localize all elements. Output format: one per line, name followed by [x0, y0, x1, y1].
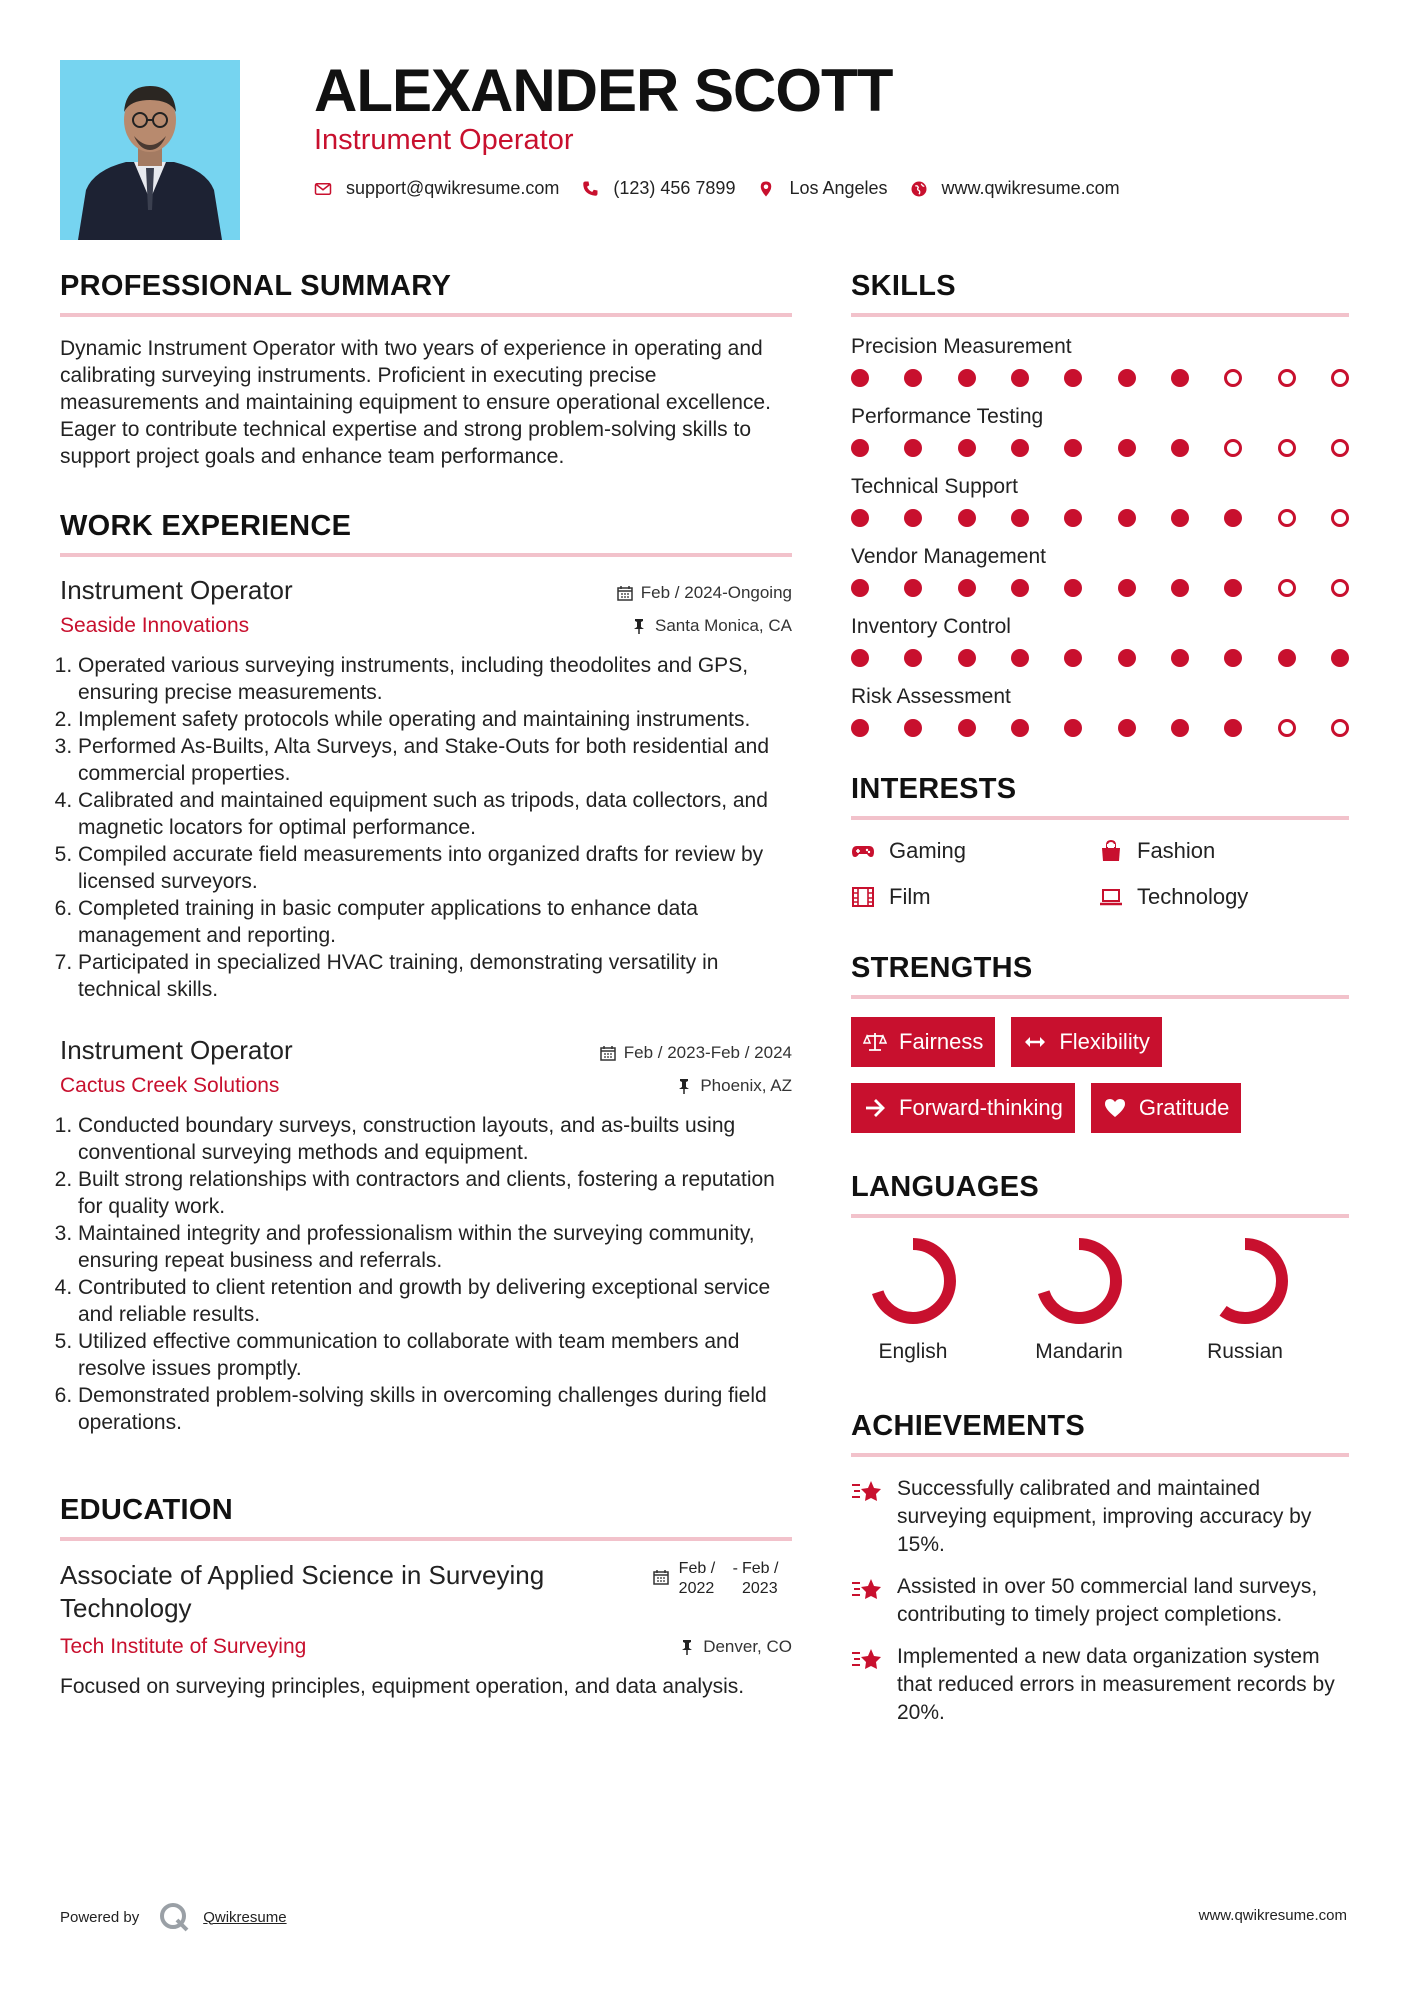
contact-bar [314, 178, 1142, 199]
section-title-summary: PROFESSIONAL SUMMARY [60, 270, 792, 317]
rating-dot-empty [1224, 369, 1242, 387]
interest-item [1099, 884, 1349, 910]
rating-dot-filled [1011, 439, 1029, 457]
left-column [60, 270, 792, 1700]
interest-label: Technology [1137, 884, 1249, 909]
section-title-achievements: ACHIEVEMENTS [851, 1410, 1349, 1457]
rating-dot-filled [1224, 649, 1242, 667]
language-gauge [1034, 1236, 1124, 1326]
rating-dot-filled [1064, 649, 1082, 667]
education-description: Focused on surveying principles, equipment operation, and data analysis. [60, 1675, 745, 1698]
language-name: English [878, 1340, 948, 1363]
rating-dot-filled [958, 509, 976, 527]
footer-powered-by [60, 1900, 287, 1934]
skill-item [851, 475, 1349, 527]
bullet-item: 7. Participated in specialized HVAC training, demonstrating versatility in technical skills. [78, 949, 792, 1003]
section-title-strengths: STRENGTHS [851, 952, 1349, 999]
calendar-icon [600, 1045, 616, 1061]
bullet-item: 3. Performed As-Builts, Alta Surveys, and Stake-Outs for both residential and commercial properties. [78, 733, 792, 787]
date-separator: - [732, 1560, 738, 1577]
interest-item [851, 838, 1099, 864]
achievements-list [851, 1475, 1349, 1727]
rating-dot-filled [1011, 719, 1029, 737]
rating-dot-filled [1011, 509, 1029, 527]
rating-dot-filled [1118, 509, 1136, 527]
education-entry [60, 1559, 792, 1625]
strength-label: Flexibility [1059, 1029, 1150, 1054]
phone-text: (123) 456 7899 [613, 178, 736, 198]
calendar-icon [617, 585, 633, 601]
rating-dot-filled [851, 719, 869, 737]
education-location: Denver, CO [703, 1637, 792, 1656]
pushpin-icon [676, 1078, 692, 1094]
bullet-item: 1. Operated various surveying instruments, including theodolites and GPS, ensuring precise measurements. [78, 652, 792, 706]
strength-badge [851, 1017, 995, 1067]
rating-dot-filled [904, 579, 922, 597]
gamepad-icon [851, 839, 875, 863]
phone-icon [581, 180, 599, 198]
powered-by-label: Powered by [60, 1908, 140, 1926]
job-entry [60, 575, 792, 1003]
rating-dot-filled [1118, 439, 1136, 457]
achievement-text: Implemented a new data organization system that reduced errors in measurement records by 20%. [897, 1645, 1335, 1724]
rating-dot-filled [851, 579, 869, 597]
rating-dot-filled [958, 719, 976, 737]
language-gauge [868, 1236, 958, 1326]
pushpin-icon [679, 1639, 695, 1655]
rating-dot-filled [851, 369, 869, 387]
scale-icon [863, 1030, 887, 1054]
rating-dot-empty [1331, 719, 1349, 737]
shopping-bag-icon [1099, 839, 1123, 863]
rating-dot-filled [851, 439, 869, 457]
interests-list [851, 838, 1349, 910]
candidate-name: ALEXANDER SCOTT [314, 57, 893, 124]
rating-dot-empty [1278, 719, 1296, 737]
contact-website[interactable] [910, 178, 1120, 199]
summary-text: Dynamic Instrument Operator with two years of experience in operating and calibrating surveying instruments. Proficient in executing precise measurements and maintaining equipment to ensure operational excellence. Eager to contribute technical expertise and strong problem-solving skills to support project goals and enhance team performance. [60, 337, 771, 468]
rating-dot-empty [1331, 439, 1349, 457]
rating-dot-filled [1011, 369, 1029, 387]
job-entry [60, 1035, 792, 1436]
rating-dot-empty [1331, 579, 1349, 597]
rating-dot-filled [1118, 579, 1136, 597]
bullet-item: 5. Utilized effective communication to collaborate with team members and resolve issues promptly. [78, 1328, 792, 1382]
contact-phone[interactable] [581, 178, 735, 199]
interest-label: Film [889, 884, 931, 909]
rating-dot-filled [851, 649, 869, 667]
skill-name: Precision Measurement [851, 335, 1072, 358]
profile-photo [60, 60, 240, 240]
rating-dot-filled [904, 719, 922, 737]
skill-rating [851, 579, 1349, 597]
rating-dot-filled [958, 439, 976, 457]
skill-item [851, 405, 1349, 457]
skill-item [851, 335, 1349, 387]
interest-item [1099, 838, 1349, 864]
rating-dot-filled [1171, 719, 1189, 737]
bullet-item: 1. Conducted boundary surveys, construction layouts, and as-builts using conventional surveying methods and equipment. [78, 1112, 792, 1166]
rating-dot-filled [1118, 719, 1136, 737]
strength-label: Forward-thinking [899, 1095, 1063, 1120]
rating-dot-filled [958, 579, 976, 597]
strength-badge [1091, 1083, 1242, 1133]
language-name: Mandarin [1035, 1340, 1123, 1363]
skill-rating [851, 509, 1349, 527]
contact-location [757, 178, 887, 199]
website-text: www.qwikresume.com [941, 178, 1120, 198]
job-dates: Feb / 2024-Ongoing [640, 583, 792, 602]
section-title-education: EDUCATION [60, 1494, 792, 1541]
rating-dot-filled [1171, 579, 1189, 597]
languages-list [851, 1236, 1349, 1364]
rating-dot-filled [1118, 649, 1136, 667]
rating-dot-filled [1171, 369, 1189, 387]
skill-item [851, 545, 1349, 597]
school-name: Tech Institute of Surveying [60, 1635, 307, 1658]
arrow-right-icon [863, 1096, 887, 1120]
rating-dot-filled [904, 439, 922, 457]
company-name: Cactus Creek Solutions [60, 1074, 280, 1097]
bullet-item: 5. Compiled accurate field measurements into organized drafts for review by licensed surveyors. [78, 841, 792, 895]
heart-icon [1103, 1096, 1127, 1120]
job-bullets [60, 652, 792, 1003]
globe-icon [910, 180, 928, 198]
language-item [857, 1236, 969, 1364]
calendar-icon [653, 1569, 669, 1585]
location-text: Los Angeles [789, 178, 888, 198]
rating-dot-filled [1118, 369, 1136, 387]
section-title-languages: LANGUAGES [851, 1171, 1349, 1218]
candidate-title: Instrument Operator [314, 124, 574, 156]
rating-dot-filled [1011, 579, 1029, 597]
bullet-item: 2. Built strong relationships with contractors and clients, fostering a reputation for quality work. [78, 1166, 792, 1220]
bullet-item: 2. Implement safety protocols while operating and maintaining instruments. [78, 706, 792, 733]
skills-list [851, 335, 1349, 737]
interest-label: Gaming [889, 838, 967, 863]
skill-name: Risk Assessment [851, 685, 1011, 708]
rating-dot-filled [1171, 509, 1189, 527]
achievement-text: Successfully calibrated and maintained surveying equipment, improving accuracy by 15%. [897, 1477, 1312, 1556]
education-end: Feb / 2023 [742, 1560, 779, 1597]
shooting-star-icon [851, 1645, 885, 1675]
rating-dot-filled [958, 649, 976, 667]
rating-dot-filled [1064, 439, 1082, 457]
rating-dot-filled [904, 649, 922, 667]
job-bullets [60, 1112, 792, 1436]
bullet-item: 4. Contributed to client retention and growth by delivering exceptional service and reliable results. [78, 1274, 792, 1328]
language-name: Russian [1207, 1340, 1283, 1363]
qwikresume-logo-icon [157, 1900, 191, 1934]
arrows-horizontal-icon [1023, 1030, 1047, 1054]
bullet-item: 6. Completed training in basic computer applications to enhance data management and reporting. [78, 895, 792, 949]
education-start: Feb / 2022 [678, 1560, 716, 1597]
section-title-work: WORK EXPERIENCE [60, 510, 792, 557]
rating-dot-filled [1064, 369, 1082, 387]
interest-label: Fashion [1137, 838, 1216, 863]
pushpin-icon [631, 618, 647, 634]
job-location: Santa Monica, CA [654, 616, 792, 635]
rating-dot-filled [904, 509, 922, 527]
envelope-icon [314, 180, 332, 198]
bullet-item: 3. Maintained integrity and professionalism within the surveying community, ensuring repeat business and referrals. [78, 1220, 792, 1274]
skill-name: Performance Testing [851, 405, 1044, 428]
shooting-star-icon [851, 1477, 885, 1507]
rating-dot-filled [958, 369, 976, 387]
footer-website[interactable]: www.qwikresume.com [1198, 1907, 1347, 1924]
achievement-item [851, 1643, 1349, 1727]
degree-title: Associate of Applied Science in Surveying Technology [60, 1560, 545, 1623]
skill-rating [851, 439, 1349, 457]
strength-badge [851, 1083, 1075, 1133]
job-location: Phoenix, AZ [700, 1076, 792, 1095]
interest-item [851, 884, 1099, 910]
rating-dot-filled [1224, 579, 1242, 597]
right-column [851, 270, 1349, 1741]
rating-dot-filled [1224, 509, 1242, 527]
language-item [1189, 1236, 1301, 1364]
rating-dot-filled [1064, 509, 1082, 527]
shooting-star-icon [851, 1575, 885, 1605]
rating-dot-filled [904, 369, 922, 387]
rating-dot-empty [1278, 439, 1296, 457]
laptop-icon [1099, 885, 1123, 909]
rating-dot-filled [851, 509, 869, 527]
skill-rating [851, 649, 1349, 667]
film-icon [851, 885, 875, 909]
language-gauge [1200, 1236, 1290, 1326]
skill-name: Technical Support [851, 475, 1018, 498]
rating-dot-filled [1011, 649, 1029, 667]
rating-dot-filled [1278, 649, 1296, 667]
company-name: Seaside Innovations [60, 614, 250, 637]
section-title-skills: SKILLS [851, 270, 1349, 317]
rating-dot-filled [1171, 439, 1189, 457]
bullet-item: 6. Demonstrated problem-solving skills in overcoming challenges during field operations. [78, 1382, 792, 1436]
strength-label: Gratitude [1138, 1095, 1230, 1120]
rating-dot-filled [1064, 579, 1082, 597]
rating-dot-empty [1331, 509, 1349, 527]
job-dates: Feb / 2023-Feb / 2024 [623, 1043, 792, 1062]
skill-item [851, 685, 1349, 737]
rating-dot-filled [1224, 719, 1242, 737]
achievement-item [851, 1475, 1349, 1559]
rating-dot-empty [1224, 439, 1242, 457]
job-title: Instrument Operator [60, 575, 293, 605]
contact-email[interactable] [314, 178, 559, 199]
achievement-item [851, 1573, 1349, 1629]
rating-dot-empty [1278, 579, 1296, 597]
map-pin-icon [757, 180, 775, 198]
strength-badge [1011, 1017, 1161, 1067]
rating-dot-empty [1278, 369, 1296, 387]
brand-link[interactable]: Qwikresume [203, 1908, 287, 1926]
strength-label: Fairness [899, 1029, 984, 1054]
strengths-list [851, 1017, 1349, 1133]
skill-rating [851, 369, 1349, 387]
rating-dot-empty [1331, 369, 1349, 387]
language-item [1023, 1236, 1135, 1364]
rating-dot-filled [1171, 649, 1189, 667]
bullet-item: 4. Calibrated and maintained equipment such as tripods, data collectors, and magnetic locators for optimal performance. [78, 787, 792, 841]
rating-dot-empty [1278, 509, 1296, 527]
rating-dot-filled [1331, 649, 1349, 667]
skill-name: Inventory Control [851, 615, 1011, 638]
job-title: Instrument Operator [60, 1035, 293, 1065]
skill-rating [851, 719, 1349, 737]
skill-item [851, 615, 1349, 667]
achievement-text: Assisted in over 50 commercial land surveys, contributing to timely project completions. [897, 1575, 1318, 1626]
skill-name: Vendor Management [851, 545, 1046, 568]
email-text: support@qwikresume.com [346, 178, 560, 198]
rating-dot-filled [1064, 719, 1082, 737]
section-title-interests: INTERESTS [851, 773, 1349, 820]
